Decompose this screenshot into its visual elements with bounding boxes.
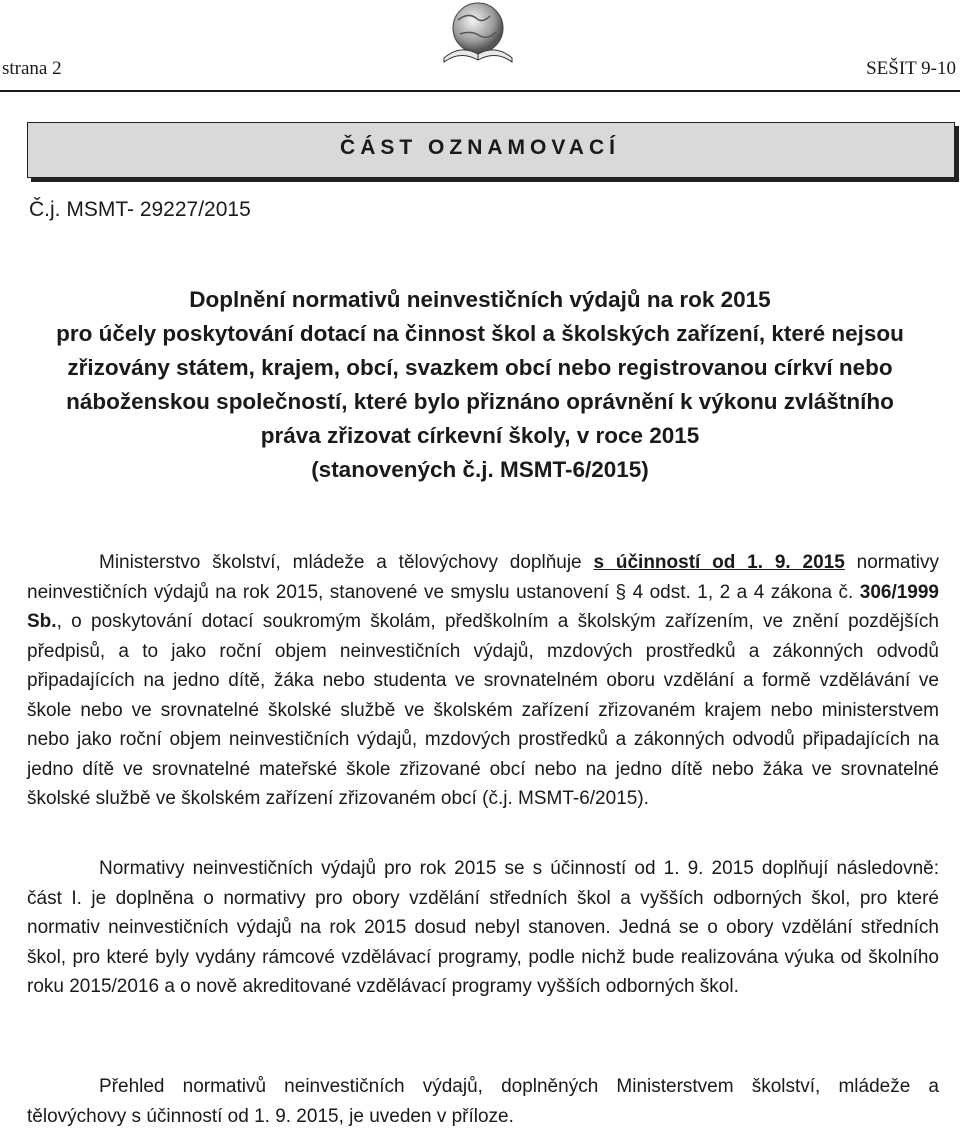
title-line: zřizovány státem, krajem, obcí, svazkem obcí nebo registrovanou církví nebo bbox=[67, 355, 893, 380]
reference-number: Č.j. MSMT- 29227/2015 bbox=[29, 198, 251, 221]
paragraph-2-text: Normativy neinvestičních výdajů pro rok 2015 se s účinností od 1. 9. 2015 doplňují následovně: část I. je doplněna o normativy pro obory vzdělání středních škol a vyšších odborných škol, pro které normativ neinvestičních výdajů na rok 2015 dosud nebyl stanoven. Jedná se o obory vzdělání středních škol, pro které byly vydány rámcové vzdělávací programy, podle nichž bude realizována výuka od školního roku 2015/2016 a o nově akreditované vzdělávací programy vyšších odborných škol. bbox=[27, 858, 939, 997]
title-line: (stanovených č.j. MSMT-6/2015) bbox=[311, 457, 649, 482]
paragraph-3-text: Přehled normativů neinvestičních výdajů, doplněných Ministerstvem školství, mládeže a tělovýchovy s účinností od 1. 9. 2015, je uveden v příloze. bbox=[27, 1076, 939, 1127]
title-line: náboženskou společností, které bylo přiznáno oprávnění k výkonu zvláštního bbox=[66, 389, 894, 414]
paragraph-1-intro: Ministerstvo školství, mládeže a tělovýchovy doplňuje bbox=[99, 552, 594, 573]
paragraph-1-rest: , o poskytování dotací soukromým školám, předškolním a školským zařízením, ve znění pozdějších předpisů, a to jako roční objem neinvestičních výdajů, mzdových prostředků a zákonných odvodů připadajících na jedno dítě, žáka nebo studenta ve srovnatelném oboru vzdělání a formě vzdělávání ve škole nebo ve srovnatelné školské službě ve školském zařízení zřizovaném krajem nebo ministerstvem nebo jako roční objem neinvestičních výdajů, mzdových prostředků a zákonných odvodů připadajících na jedno dítě ve srovnatelné mateřské škole zřizované obcí nebo na jedno dítě nebo žáka ve srovnatelné školské službě ve školském zařízení zřizovaném obcí (č.j. MSMT-6/2015). bbox=[27, 611, 939, 809]
law-reference: 306/1999 Sb. bbox=[27, 581, 939, 632]
paragraph-1-mid: normativy neinvestičních výdajů na rok 2015, stanovené ve smyslu ustanovení § 4 odst. 1, 2 a 4 zákona č. bbox=[27, 552, 939, 603]
paragraph-2 bbox=[27, 854, 939, 1002]
title-line: pro účely poskytování dotací na činnost škol a školských zařízení, které nejsou bbox=[56, 321, 904, 346]
title-line: Doplnění normativů neinvestičních výdajů na rok 2015 bbox=[189, 287, 771, 312]
issue-number: SEŠIT 9-10 bbox=[866, 58, 956, 79]
globe-book-logo bbox=[438, 0, 518, 70]
paragraph-3 bbox=[27, 1072, 939, 1131]
header-rule bbox=[0, 90, 960, 92]
effective-date: s účinností od 1. 9. 2015 bbox=[593, 552, 845, 573]
section-title: ČÁST OZNAMOVACÍ bbox=[340, 136, 620, 159]
title-line: práva zřizovat církevní školy, v roce 2015 bbox=[260, 423, 700, 448]
page-number: strana 2 bbox=[2, 58, 62, 79]
document-title bbox=[0, 283, 960, 487]
paragraph-1 bbox=[27, 548, 939, 814]
